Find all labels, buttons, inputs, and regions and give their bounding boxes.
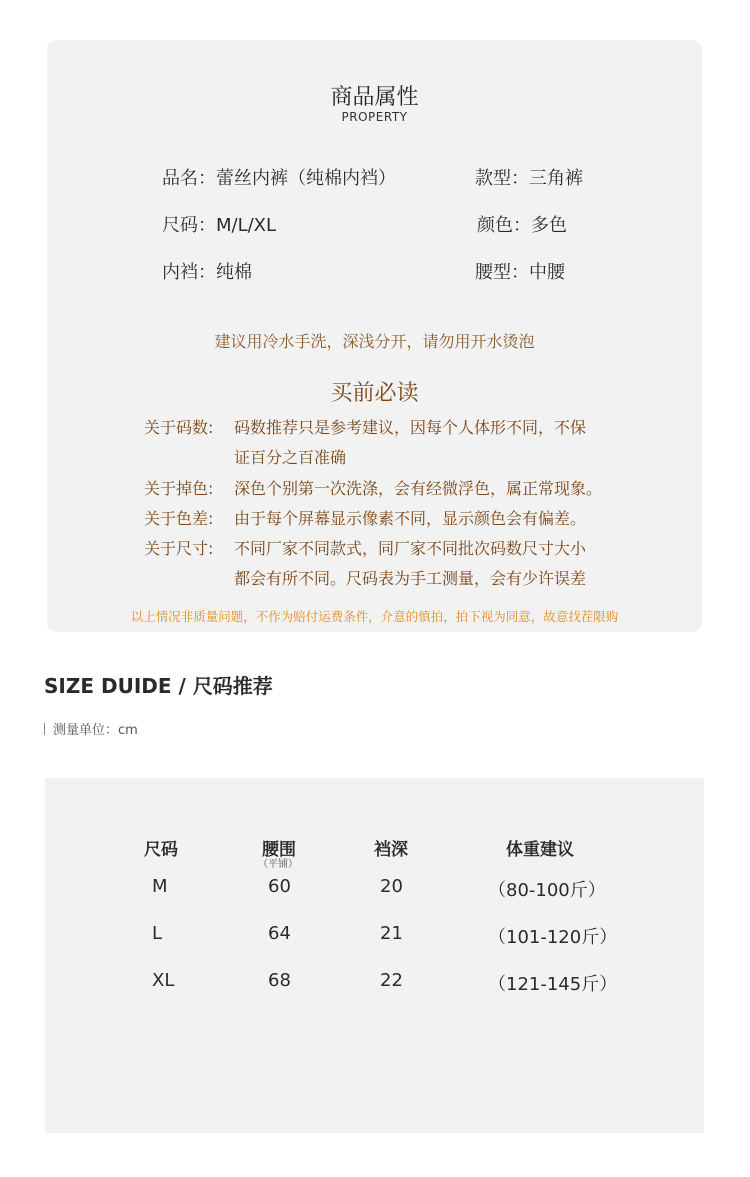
- unit-divider: [44, 723, 45, 735]
- cell-rise-xl: 22: [380, 970, 403, 991]
- size-table: [45, 778, 704, 1133]
- cell-rise-l: 21: [380, 923, 403, 944]
- cell-weight-xl: （121-145斤）: [488, 974, 618, 995]
- cell-rise-m: 20: [380, 876, 403, 897]
- property-title: 商品属性: [330, 85, 419, 110]
- header-size: 尺码: [144, 840, 178, 860]
- header-rise: 裆深: [374, 840, 408, 860]
- attr-style: 款型：三角裤: [475, 168, 583, 189]
- size-guide-heading: SIZE DUIDE / 尺码推荐: [44, 674, 273, 698]
- property-card: [47, 40, 702, 632]
- note-label-fade: 关于掉色:: [144, 479, 214, 498]
- note-text-size-2: 证百分之百准确: [234, 448, 347, 467]
- unit-label: 测量单位：cm: [53, 723, 138, 738]
- cell-weight-l: （101-120斤）: [488, 927, 618, 948]
- note-label-size: 关于码数:: [144, 418, 214, 437]
- note-label-dimension: 关于尺寸:: [144, 539, 214, 558]
- attr-color: 颜色：多色: [477, 215, 567, 236]
- attr-waist: 腰型：中腰: [475, 262, 565, 283]
- cell-waist-l: 64: [268, 923, 291, 944]
- note-text-dimension-1: 不同厂家不同款式，同厂家不同批次码数尺寸大小: [234, 539, 587, 558]
- cell-weight-m: （80-100斤）: [488, 880, 606, 901]
- wash-tip: 建议用冷水手洗，深浅分开，请勿用开水烫泡: [214, 332, 535, 351]
- header-waist: 腰围: [262, 840, 296, 860]
- note-label-color-diff: 关于色差:: [144, 509, 214, 528]
- cell-size-l: L: [152, 923, 163, 944]
- unit-row: [44, 719, 138, 738]
- attr-crotch: 内裆：纯棉: [162, 262, 252, 283]
- attr-size: 尺码：M/L/XL: [162, 215, 277, 236]
- note-text-dimension-2: 都会有所不同。尺码表为手工测量，会有少许误差: [234, 569, 587, 588]
- cell-size-m: M: [152, 876, 168, 897]
- property-subtitle: PROPERTY: [341, 110, 408, 124]
- note-text-size-1: 码数推荐只是参考建议，因每个人体形不同，不保: [234, 418, 587, 437]
- header-waist-sub: （平铺）: [258, 859, 298, 870]
- attr-product-name: 品名：蕾丝内裤（纯棉内裆）: [162, 168, 396, 189]
- cell-waist-xl: 68: [268, 970, 291, 991]
- cell-size-xl: XL: [152, 970, 175, 991]
- must-read-title: 买前必读: [330, 381, 419, 406]
- header-weight: 体重建议: [506, 840, 574, 860]
- cell-waist-m: 60: [268, 876, 291, 897]
- note-text-fade: 深色个别第一次洗涤，会有经微浮色，属正常现象。: [234, 479, 603, 498]
- disclaimer: 以上情况非质量问题，不作为赔付运费条件，介意的慎拍，拍下视为同意，故意找茬限购: [130, 609, 619, 624]
- note-text-color-diff: 由于每个屏幕显示像素不同，显示颜色会有偏差。: [234, 509, 587, 528]
